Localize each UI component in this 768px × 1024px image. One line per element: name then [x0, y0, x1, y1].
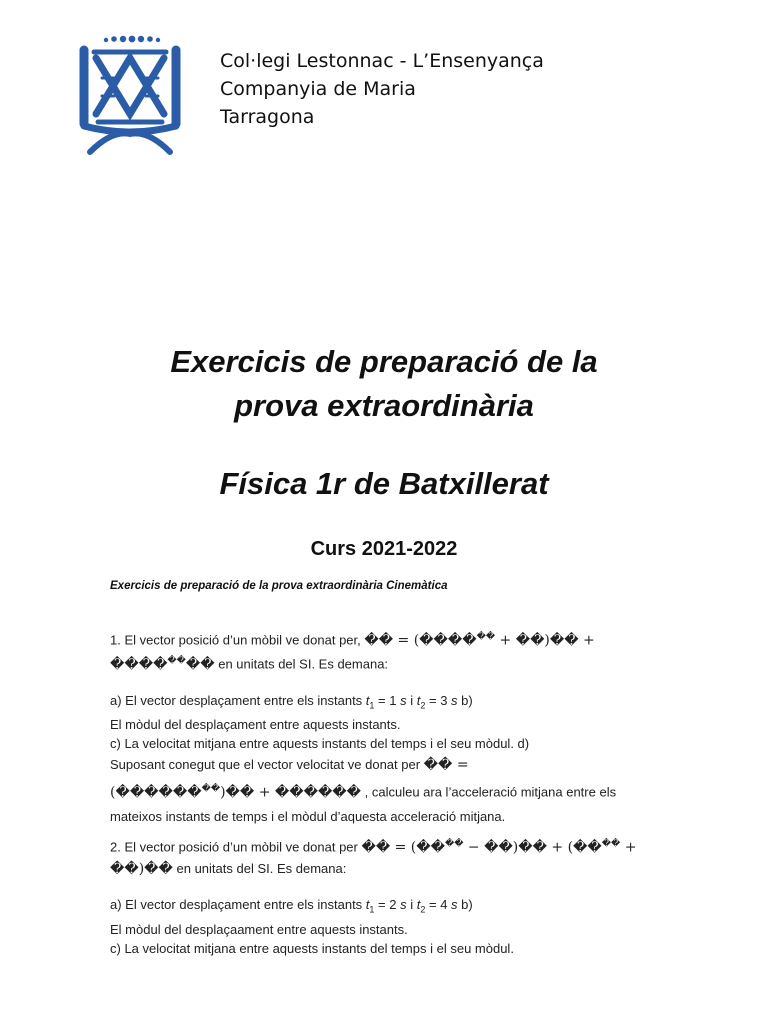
ex1-a-t1-sub: 1	[369, 700, 375, 711]
ex1-a-val1: = 1	[374, 692, 401, 708]
ex2-formula-exponent-2: ��	[601, 839, 621, 849]
ex1-a-unit2: s	[451, 692, 458, 708]
ex2-formula-part: �� = (��	[361, 839, 445, 856]
document-title	[0, 340, 768, 428]
ex2-a-unit2: s	[451, 897, 458, 913]
ex1-formula-exponent-2: ��	[167, 656, 186, 667]
ex1-question-a	[110, 690, 670, 717]
ex1-d-formula-2: (������	[110, 784, 202, 801]
ex2-a-and: i	[406, 897, 417, 913]
ex2-units-text: en unitats del SI. Es demana:	[172, 861, 347, 877]
document-subtitle: Física 1r de Batxillerat	[219, 466, 549, 501]
ex1-a-t1: t	[365, 692, 370, 708]
ex2-question-c: c) La velocitat mitjana entre aquests instants del temps i el seu mòdul.	[110, 940, 514, 956]
ex1-a-and: i	[406, 692, 417, 708]
section-heading: Exercicis de preparació de la prova extraordinària Cinemàtica	[110, 580, 448, 592]
ex2-a-val1: = 2	[374, 897, 401, 913]
ex1-formula-exponent: ��	[476, 632, 496, 642]
ex2-a-t2-sub: 2	[420, 904, 426, 915]
ex2-statement-line-2	[110, 858, 670, 880]
ex2-intro-text: 2. El vector posició d’un mòbil ve donat per	[110, 839, 362, 855]
school-logo	[76, 34, 184, 156]
ex1-a-unit1: s	[400, 692, 407, 708]
ex2-a-val2: = 4	[425, 897, 452, 913]
school-line-1: Col·legi Lestonnac - L’Ensenyança	[220, 50, 544, 72]
ex1-statement-line-2	[110, 651, 670, 675]
ex2-a-text: a) El vector desplaçament entre els instants	[110, 897, 366, 913]
ex2-formula-exponent: ��	[444, 839, 464, 849]
ex1-question-d-line-3: mateixos instants de temps i el mòdul d’aquesta acceleració mitjana.	[110, 808, 506, 824]
ex1-formula-part-4: ��	[185, 656, 215, 673]
ex1-question-d-line-2	[110, 776, 670, 805]
ex1-d-text-2: , calculeu ara l’acceleració mitjana entre els	[361, 784, 617, 800]
ex2-question-a	[110, 894, 670, 921]
ex1-formula-part-2: + ��)�� +	[495, 632, 595, 649]
school-line-3: Tarragona	[220, 106, 315, 128]
ex1-question-d-line-1	[110, 754, 670, 776]
school-line-2: Companyia de Maria	[220, 78, 416, 100]
ex2-statement-line-1	[110, 834, 670, 858]
ex1-question-c: c) La velocitat mitjana entre aquests instants del temps i el seu mòdul. d)	[110, 736, 530, 752]
ex2-a-t2: t	[416, 897, 421, 913]
ex1-intro-text: 1. El vector posició d’un mòbil ve donat per,	[110, 632, 365, 648]
ex2-a-unit1: s	[400, 897, 407, 913]
ex1-question-b: El mòdul del desplaçament entre aquests instants.	[110, 717, 401, 733]
ex2-a-post: b)	[457, 897, 473, 913]
ex2-formula-part-2: − ��)�� + (��	[463, 839, 602, 856]
ex2-a-t1: t	[365, 897, 370, 913]
ex1-d-formula-3: )�� + ������	[220, 784, 362, 801]
ex1-a-t2-sub: 2	[420, 700, 426, 711]
ex2-question-b: El mòdul del desplaçaament entre aquests instants.	[110, 921, 408, 937]
ex1-a-val2: = 3	[425, 692, 452, 708]
title-line-1: Exercicis de preparació de la	[170, 344, 598, 379]
ex1-d-text: Suposant conegut que el vector velocitat ve donat per	[110, 757, 424, 773]
ex1-a-text: a) El vector desplaçament entre els instants	[110, 692, 366, 708]
school-name	[220, 47, 544, 131]
ex1-a-t2: t	[416, 692, 421, 708]
course-year: Curs 2021-2022	[310, 538, 458, 560]
exercise-1	[110, 627, 670, 827]
ex1-formula-part: �� = (����	[364, 632, 477, 649]
ex2-formula-part-4: ��)��	[110, 861, 173, 878]
ex1-units-text: en unitats del SI. Es demana:	[214, 656, 389, 672]
ex1-formula-part-3: ����	[110, 656, 168, 673]
title-line-2: prova extraordinària	[234, 388, 534, 423]
ex1-d-formula-exponent: ��	[201, 784, 221, 795]
ex1-d-formula: �� =	[423, 757, 469, 774]
exercise-2	[110, 834, 670, 959]
ex2-a-t1-sub: 1	[369, 904, 375, 915]
ex2-formula-part-3: +	[620, 839, 637, 856]
ex1-a-post: b)	[457, 692, 473, 708]
ex1-statement-line-1	[110, 627, 670, 651]
